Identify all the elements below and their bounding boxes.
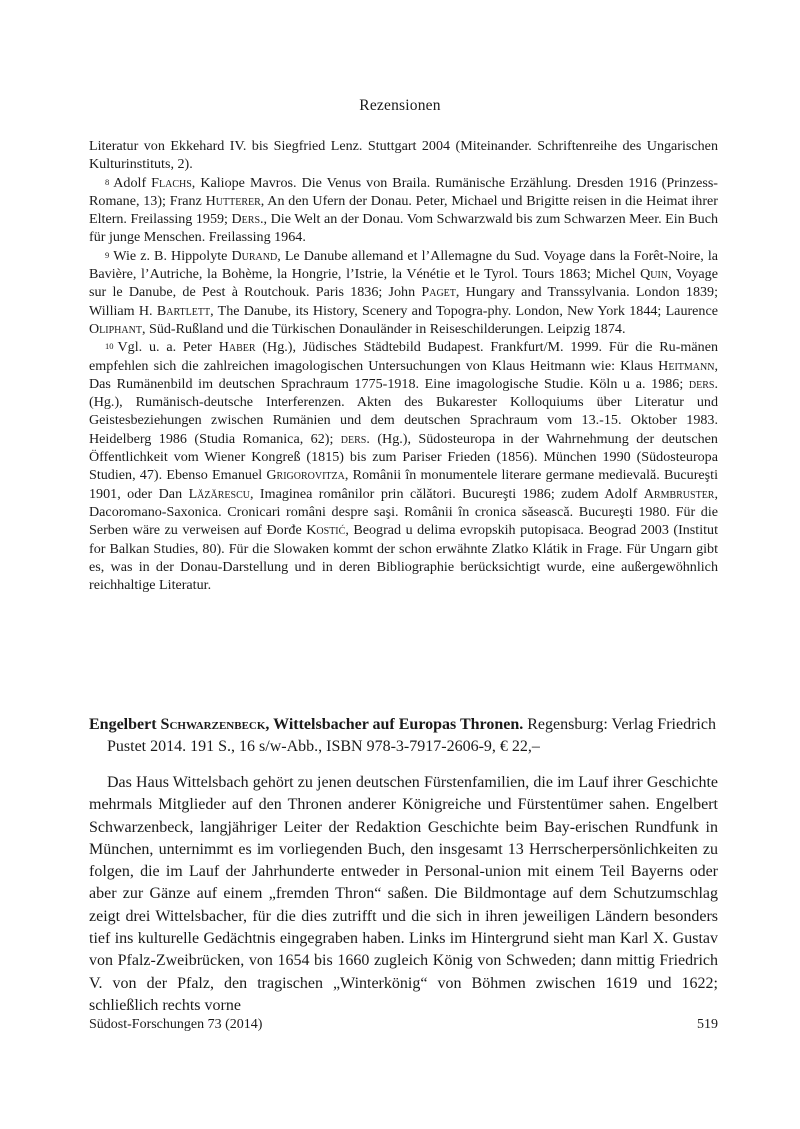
footnote-number: 9 [105,249,110,260]
author-name: Haber [218,339,256,356]
review-body: Das Haus Wittelsbach gehört zu jenen deutschen Fürstenfamilien, die im Lauf ihrer Geschichte mehrmals Mitglieder auf den Thronen anderer Königreiche und Fürstentümer sahen. Engelbert Schwarzenbeck, langjähriger Leiter der Redaktion Geschichte beim Bay-erischen Rundfunk in München, unternimmt es im vorliegenden Buch, den insgesamt 13 Herrscherpersönlichkeiten zu folgen, die im Lauf der Jahrhunderte entweder in Personal-union mit einem Teil Bayerns oder aber zur Gänze auf einem „fremden Thron“ saßen. Die Bildmontage auf dem Schutzumschlag zeigt drei Wittelsbacher, für die dies zutrifft und die sich in ihren jeweiligen Ländern besonders tief ins kulturelle Gedächtnis eingegraben haben. Links im Hintergrund sieht man Karl X. Gustav von Pfalz-Zweibrücken, von 1654 bis 1660 zugleich König von Schweden; dann mittig Friedrich V. von der Pfalz, den tragischen „Winterkönig“ von Böhmen zwischen 1619 und 1622; schließlich rechts vorne [89,774,718,1014]
author-name: ders. [688,375,718,392]
footnote-text: , Kaliope Mavros. Die Venus von Braila. Rumänische Erzählung. Dresden 1916 (Prinzess-Romane, 13); Franz [89,174,718,209]
author-name: Ders. [231,211,264,228]
footnote-text: (Hg.), Südosteuropa in der Wahrnehmung der deutschen Öffentlichkeit vom Wiener Kongreß (1815) bis zum Pariser Frieden (1856). München 1990 (Südosteuropa Studien, 47). Ebenso Emanuel [89,430,718,484]
review-author-first: Engelbert [89,716,161,733]
author-name: Bartlett [156,302,211,319]
review-imprint: Regensburg: Verlag Friedrich Pustet 2014. 191 S., 16 s/w-Abb., ISBN 978-3-7917-2606-9, € 22,– [107,716,716,755]
footnote-8 [89,174,718,247]
footnote-text: Wie z. B. Hippolyte [113,247,232,264]
footnote-text: , Süd-Rußland und die Türkischen Donauländer in Reiseschilderungen. Leipzig 1874. [141,320,626,337]
author-name: ders. [340,430,370,447]
footnote-9 [89,247,718,338]
footnote-text: (Hg.), Rumänisch-deutsche Interferenzen. Akten des Bukarester Kolloquiums über Literatur und Geistesbeziehungen zwischen Rumänien und dem deutschen Sprachraum vom 13.-15. Oktober 1983. Heidelberg 1986 (Studia Romanica, 62); [89,394,718,447]
author-name: Kostić [306,522,346,539]
footnote-number: 8 [105,176,110,187]
author-name: Flachs [151,174,192,191]
footnote-text: , Die Welt an der Donau. Vom Schwarzwald bis zum Schwarzen Meer. Ein Buch für junge Menschen. Freilassing 1964. [89,211,718,246]
footnote-text: , Românii în monumentele literare germane medievală. Bucureşti 1901, oder Dan [89,467,718,502]
footnotes-block [89,137,718,594]
review-author-title [89,716,523,733]
footnote-text: , Voyage sur le Danube, de Pest à Routchouk. Paris 1836; John [89,266,718,301]
running-head: Rezensionen [359,97,441,114]
review-book-title: , Wittelsbacher auf Europas Thronen. [265,716,524,733]
footnote-text: Adolf [113,174,152,191]
footnote-number: 10 [105,341,114,352]
footnote-continuation: Literatur von Ekkehard IV. bis Siegfried Lenz. Stuttgart 2004 (Miteinander. Schriftenreihe des Ungarischen Kulturinstituts, 2). [89,138,718,173]
footnote-text: , An den Ufern der Donau. Peter, Michael und Brigitte reisen in die Heimat ihrer Eltern. Freilassing 1959; [89,192,718,228]
author-name: Grigorovitza [266,467,345,484]
author-name: Oliphant [89,320,142,337]
footnote-text: , The Danube, its History, Scenery and Topogra-phy. London, New York 1844; Laurence [210,302,718,319]
page-number: 519 [697,1017,718,1032]
footnote-text: , Imaginea românilor prin călători. Bucureşti 1986; zudem Adolf [249,485,644,502]
author-name: Heitmann [658,357,715,374]
author-name: Paget [421,284,456,301]
author-name: Hutterer [205,192,261,209]
review-author-last: Schwarzenbeck [160,716,266,733]
author-name: Quin [640,266,669,283]
footnote-10 [89,338,718,594]
author-name: Durand [231,247,278,264]
author-name: Lăzărescu [188,485,250,502]
review-citation [89,714,718,758]
journal-footer: Südost-Forschungen 73 (2014) [89,1017,263,1032]
footnote-text: Vgl. u. a. Peter [117,339,219,356]
footnote-text: , Dacoromano-Saxonica. Cronicari români despre saşi. Românii în cronica săsească. Bucureşti 1980. Für die Serben wäre zu verweisen auf Đorđe [89,485,718,539]
footnote-text: , Hungary and Transsylvania. London 1839; William H. [89,284,718,319]
footnote-text: , Beograd u delima evropskih putopisaca. Beograd 2003 (Institut for Balkan Studies, 80). Für die Slowaken kommt der schon erwähnte Zlatko Klátik in Frage. Für Ungarn gibt es, was in der Donau-Darstellung und in deren Bibliographie berücksichtigt wurde, eine außergewöhnlich reichhaltige Literatur. [89,522,718,594]
footnote-text: (Hg.), Jüdisches Städtebild Budapest. Frankfurt/M. 1999. Für die Ru-mänen empfehlen sich die zahlreichen imagologischen Untersuchungen von Klaus Heitmann wie: Klaus [89,339,718,374]
author-name: Armbruster [643,485,715,502]
review-section [89,714,718,1017]
footnote-text: , Le Danube allemand et l’Allemagne du Sud. Voyage dans la Forêt-Noire, la Bavière, l’Autriche, la Bohème, la Hongrie, l’Istrie, la Vénétie et le Tyrol. Tours 1863; Michel [89,247,718,283]
footnote-text: , Das Rumänenbild im deutschen Sprachraum 1775-1918. Eine imagologische Studie. Köln u a. 1986; [89,357,718,392]
